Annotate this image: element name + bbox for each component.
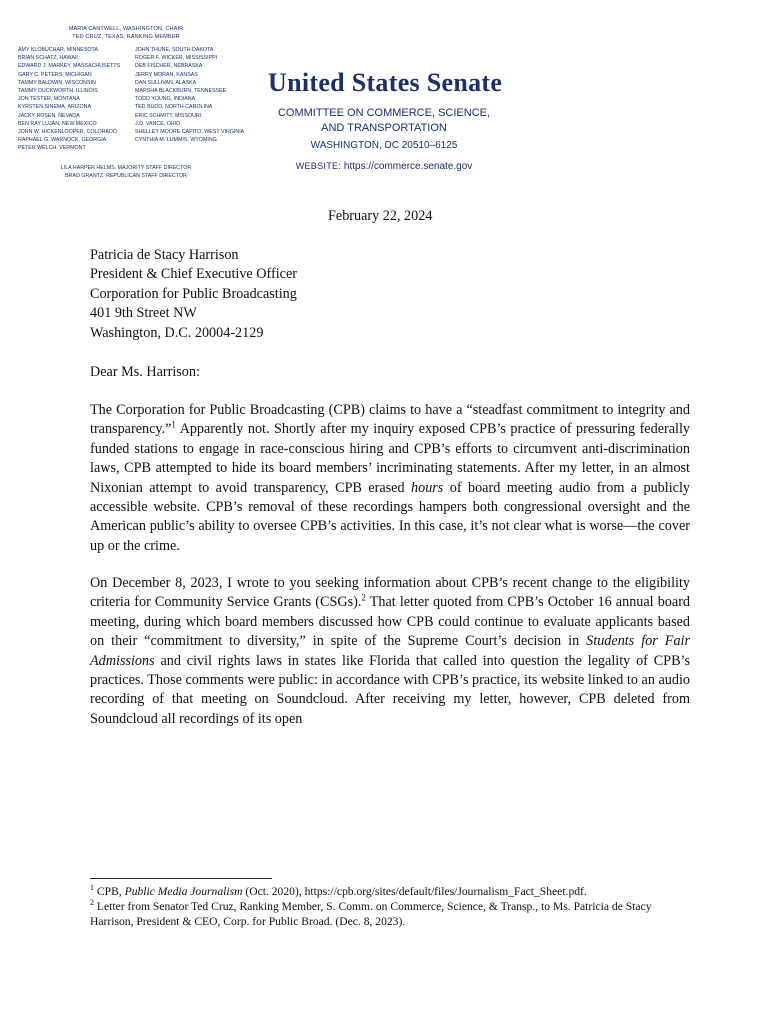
letter-date: February 22, 2024: [328, 208, 433, 224]
members-list-right: [135, 46, 244, 144]
footnote-number: 2: [90, 898, 94, 908]
members-list-left: [18, 46, 120, 153]
chair-line: MARIA CANTWELL, WASHINGTON, CHAIR: [68, 26, 184, 32]
text-run: Letter from Senator Ted Cruz, Ranking Member, S. Comm. on Commerce, Science, & Transp., to Ms. Patricia de Stacy Harrison, President & CEO, Corp. for Public Broad. (Dec. 8, 2023).: [90, 900, 652, 928]
republican-staff-director: BRAD GRANTZ, REPUBLICAN STAFF DIRECTOR: [65, 173, 187, 179]
member-name: DAN SULLIVAN, ALASKA: [135, 79, 197, 86]
text-run: The Corporation for Public Broadcasting (CPB) claims to have a “steadfast commitment to integrity and transparency.”: [90, 402, 690, 438]
text-run: On December 8, 2023, I wrote to you seeking information about CPB’s recent change to the eligibility criteria for Community Service Grants (CSGs).: [90, 575, 690, 611]
emphasis: hours: [411, 479, 444, 496]
member-name: JOHN W. HICKENLOOPER, COLORADO: [18, 129, 117, 136]
member-name: TODD YOUNG, INDIANA: [135, 96, 196, 103]
website-url[interactable]: https://commerce.senate.gov: [343, 161, 473, 172]
ranking-member-line: TED CRUZ, TEXAS, RANKING MEMBER: [72, 34, 180, 40]
committee-leadership: [0, 25, 252, 41]
address-line: 401 9th Street NW: [90, 305, 197, 322]
member-name: PETER WELCH, VERMONT: [18, 145, 86, 152]
address-line: Corporation for Public Broadcasting: [90, 285, 297, 302]
senate-wordmark: United States Senate: [268, 68, 503, 97]
address-line: President & Chief Executive Officer: [90, 266, 297, 283]
footnote-ref[interactable]: 2: [361, 592, 366, 603]
member-name: TED BUDD, NORTH CAROLINA: [135, 104, 213, 111]
member-name: CYNTHIA M. LUMMIS, WYOMING: [135, 137, 217, 144]
member-name: BRIAN SCHATZ, HAWAII: [18, 55, 78, 62]
committee-line: AND TRANSPORTATION: [321, 122, 447, 134]
member-name: JON TESTER, MONTANA: [18, 96, 80, 103]
member-name: EDWARD J. MARKEY, MASSACHUSETTS: [18, 63, 121, 70]
staff-directors: [0, 164, 252, 180]
address-line: Patricia de Stacy Harrison: [90, 247, 239, 263]
salutation: Dear Ms. Harrison:: [90, 364, 200, 380]
case-name: Students for Fair Admissions: [90, 633, 691, 669]
member-name: BEN RAY LUJÁN, NEW MEXICO: [18, 120, 97, 127]
source-title: Public Media Journalism: [124, 885, 243, 898]
footnote-1: [90, 884, 690, 899]
text-run: CPB,: [94, 885, 125, 898]
website-label: WEBSITE:: [295, 161, 342, 171]
paragraph-2: [90, 574, 690, 729]
footnote-url[interactable]: (Oct. 2020), https://cpb.org/sites/default/files/Journalism_Fact_Sheet.pdf.: [242, 885, 587, 898]
text-run: and civil rights laws in states like Florida that called into question the legality of CPB’s practices. Those comments were public: in accordance with CPB’s practice, its website linked to an audio recording of that meeting on Soundcloud. After receiving my letter, however, CPB deleted from Soundcloud all recordings of its open: [90, 652, 690, 727]
member-name: KYRSTEN SINEMA, ARIZONA: [18, 104, 91, 111]
member-name: SHELLEY MOORE CAPITO, WEST VIRGINIA: [135, 129, 245, 136]
text-run: of board meeting audio from a publicly accessible website. CPB’s removal of these recordings hampers both congressional oversight and the American public’s ability to oversee CPB’s activities. In this case, it’s not clear what is worse—the cover up or the crime.: [90, 479, 690, 554]
member-name: AMY KLOBUCHAR, MINNESOTA: [18, 47, 98, 53]
footnotes: [90, 884, 690, 929]
footnote-2: [90, 899, 690, 929]
text-run: That letter quoted from CPB’s October 16 annual board meeting, during which board members discussed how CPB could continue to evaluate applicants based on their “commitment to diversity,” in spite of the Supreme Court’s decision in: [90, 594, 691, 650]
paragraph-1: [90, 401, 690, 556]
majority-staff-director: LILA HARPER HELMS, MAJORITY STAFF DIRECTOR: [60, 165, 192, 171]
member-name: TAMMY BALDWIN, WISCONSIN: [18, 79, 96, 86]
committee-website: [268, 161, 500, 172]
member-name: JERRY MORAN, KANSAS: [135, 71, 198, 78]
member-name: MARSHA BLACKBURN, TENNESSEE: [135, 88, 227, 95]
text-run: Apparently not. Shortly after my inquiry exposed CPB’s practice of pressuring federally funded stations to engage in race-conscious hiring and CPB’s efforts to circumvent anti-discrimination laws, CPB attempted to hide its board members’ incriminating statements. After my letter, in an almost Nixonian attempt to avoid transparency, CPB erased: [90, 421, 690, 496]
member-name: JOHN THUNE, SOUTH DAKOTA: [135, 47, 214, 53]
letterhead: [0, 0, 768, 190]
footnote-ref[interactable]: 1: [171, 419, 176, 430]
footnote-number: 1: [90, 883, 94, 893]
member-name: ROGER F. WICKER, MISSISSIPPI: [135, 55, 218, 62]
committee-line: COMMITTEE ON COMMERCE, SCIENCE,: [277, 107, 491, 119]
address-line: Washington, D.C. 20004-2129: [90, 324, 264, 341]
member-name: JACKY ROSEN, NEVADA: [18, 112, 80, 119]
member-name: J.D. VANCE, OHIO: [135, 120, 181, 127]
member-name: DEB FISCHER, NEBRASKA: [135, 63, 203, 70]
member-name: TAMMY DUCKWORTH, ILLINOIS: [18, 88, 98, 95]
member-name: RAPHAEL G. WARNOCK, GEORGIA: [18, 137, 107, 144]
member-name: GARY C. PETERS, MICHIGAN: [18, 71, 92, 78]
member-name: ERIC SCHMITT, MISSOURI: [135, 112, 202, 119]
committee-address: WASHINGTON, DC 20510–6125: [310, 140, 458, 151]
footnote-divider: [90, 878, 272, 879]
committee-name: [268, 106, 500, 136]
recipient-address: [90, 246, 690, 343]
